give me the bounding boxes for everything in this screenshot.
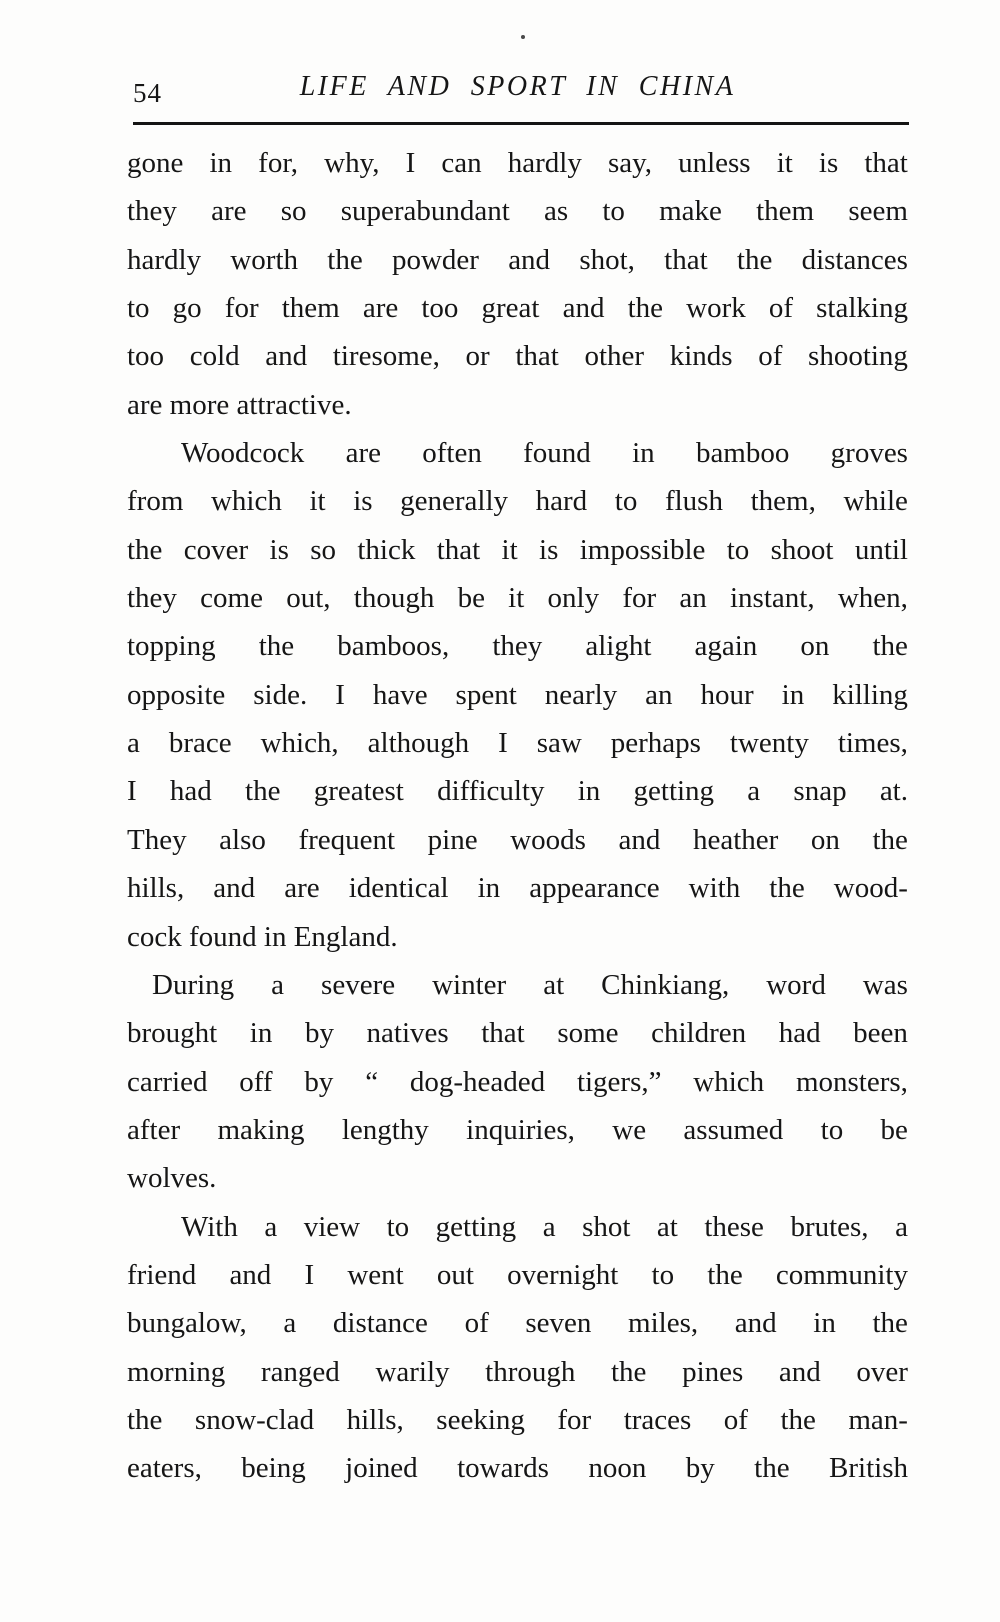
running-title: LIFE AND SPORT IN CHINA bbox=[299, 71, 736, 102]
text-line: the cover is so thick that it is impossible to shoot until bbox=[127, 533, 908, 566]
text-line: cock found in England. bbox=[127, 920, 398, 953]
text-line: With a view to getting a shot at these brutes, a bbox=[181, 1210, 908, 1243]
text-line: hills, and are identical in appearance with the wood- bbox=[127, 872, 908, 905]
text-line: wolves. bbox=[127, 1162, 217, 1195]
page-number: 54 bbox=[133, 78, 162, 108]
text-line: a brace which, although I saw perhaps twenty times, bbox=[127, 727, 908, 760]
text-line: after making lengthy inquiries, we assumed to be bbox=[127, 1113, 908, 1146]
text-line: eaters, being joined towards noon by the British bbox=[127, 1452, 908, 1485]
text-line: too cold and tiresome, or that other kinds of shooting bbox=[127, 340, 908, 373]
text-line: are more attractive. bbox=[127, 388, 352, 421]
text-line: they are so superabundant as to make them seem bbox=[127, 195, 908, 228]
text-line: gone in for, why, I can hardly say, unless it is that bbox=[127, 147, 908, 179]
text-line: bungalow, a distance of seven miles, and in the bbox=[127, 1307, 908, 1340]
text-line: carried off by “ dog-headed tigers,” which monsters, bbox=[127, 1065, 908, 1098]
text-line: Woodcock are often found in bamboo groves bbox=[181, 437, 908, 470]
text-line: they come out, though be it only for an instant, when, bbox=[127, 582, 908, 615]
text-line: hardly worth the powder and shot, that the distances bbox=[127, 243, 908, 276]
header-rule bbox=[133, 122, 909, 125]
text-line: to go for them are too great and the work of stalking bbox=[127, 292, 908, 325]
text-line: morning ranged warily through the pines and over bbox=[127, 1355, 908, 1388]
text-line: the snow-clad hills, seeking for traces of the man- bbox=[127, 1403, 908, 1436]
text-line: from which it is generally hard to flush them, while bbox=[127, 485, 908, 518]
text-line: During a severe winter at Chinkiang, word was bbox=[152, 968, 908, 1001]
text-line: friend and I went out overnight to the community bbox=[127, 1258, 908, 1291]
text-line: brought in by natives that some children had been bbox=[127, 1017, 908, 1050]
text-line: I had the greatest difficulty in getting a snap at. bbox=[127, 775, 908, 808]
text-line: topping the bamboos, they alight again on the bbox=[127, 630, 908, 663]
text-line: opposite side. I have spent nearly an hour in killing bbox=[127, 678, 908, 711]
page-text bbox=[127, 139, 908, 1493]
text-line: They also frequent pine woods and heather on the bbox=[127, 823, 908, 856]
scan-speck bbox=[521, 35, 525, 39]
